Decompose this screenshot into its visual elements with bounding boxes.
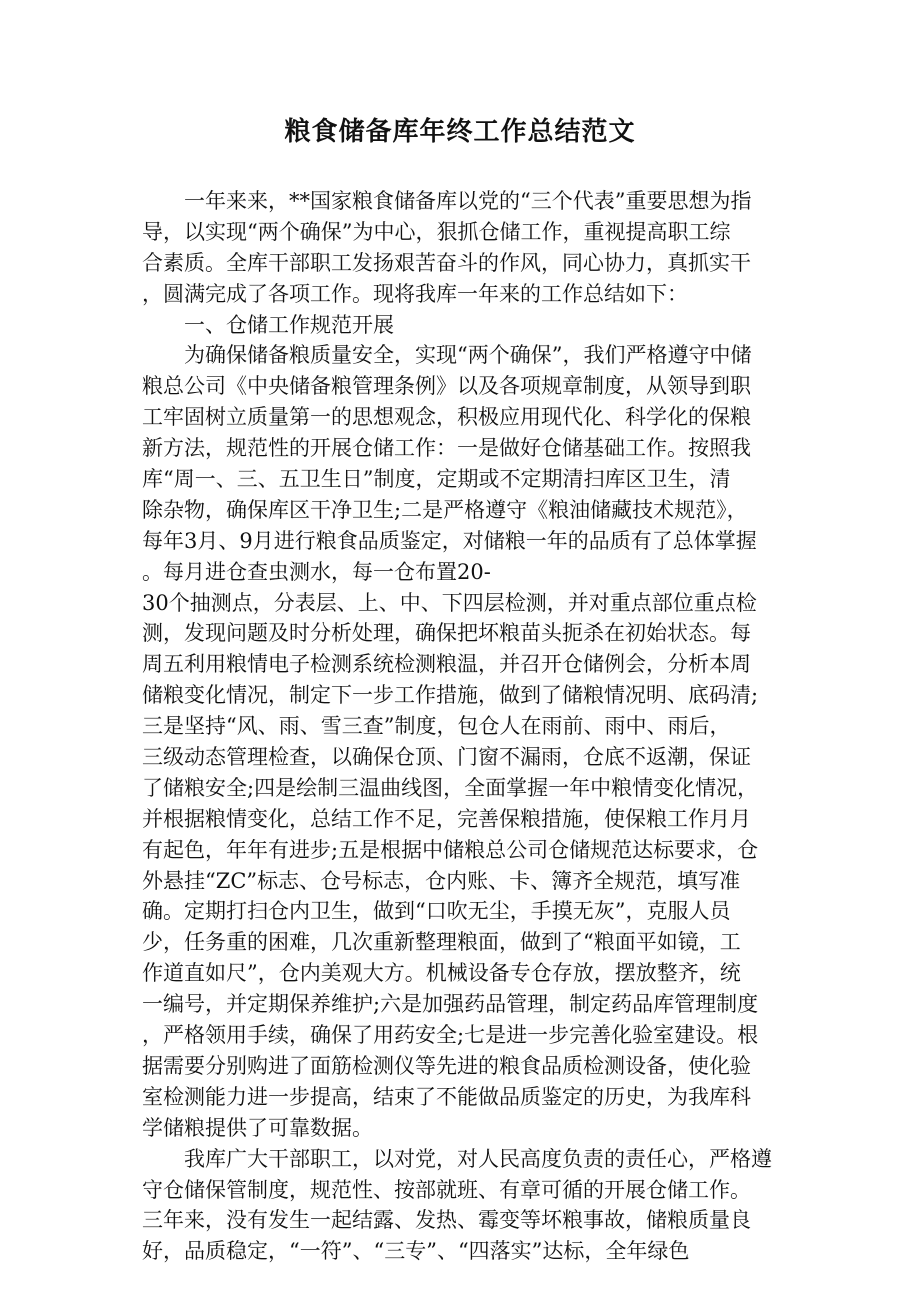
text-line: 确。定期打扫仓内卫生，做到“口吹无尘，手摸无灰”，克服人员 bbox=[142, 899, 731, 924]
text-line: 三是坚持“风、雨、雪三查”制度，包仓人在雨前、雨中、雨后， bbox=[142, 714, 731, 739]
text-line: 据需要分别购进了面筋检测仪等先进的粮食品质检测设备，使化验 bbox=[142, 1053, 751, 1078]
text-line: 导，以实现“两个确保”为中心，狠抓仓储工作，重视提高职工综 bbox=[142, 219, 731, 244]
text-line: 少，任务重的困难，几次重新整理粮面，做到了“粮面平如镜，工 bbox=[142, 930, 741, 955]
text-line: 有起色，年年有进步;五是根据中储粮总公司仓储规范达标要求，仓 bbox=[142, 837, 759, 862]
text-line: 测，发现问题及时分析处理，确保把坏粮苗头扼杀在初始状态。每 bbox=[142, 621, 751, 646]
text-line: 一、仓储工作规范开展 bbox=[142, 312, 394, 337]
document-title: 粮食储备库年终工作总结范文 bbox=[284, 117, 636, 147]
text-line: 三年来，没有发生一起结露、发热、霉变等坏粮事故，储粮质量良 bbox=[142, 1208, 751, 1233]
text-line: 好，品质稳定，“一符”、“三专”、“四落实”达标，全年绿色 bbox=[142, 1239, 690, 1264]
text-line: 30个抽测点，分表层、上、中、下四层检测，并对重点部位重点检 bbox=[142, 590, 757, 615]
text-line: 我库广大干部职工，以对党，对人民高度负责的责任心，严格遵 bbox=[142, 1146, 772, 1171]
text-line: 新方法，规范性的开展仓储工作：一是做好仓储基础工作。按照我 bbox=[142, 436, 751, 461]
text-line: 一编号，并定期保养维护;六是加强药品管理，制定药品库管理制度 bbox=[142, 992, 759, 1017]
text-line: 学储粮提供了可靠数据。 bbox=[142, 1115, 373, 1140]
text-line: 每年3月、9月进行粮食品质鉴定，对储粮一年的品质有了总体掌握 bbox=[142, 528, 757, 553]
text-line: 外悬挂“ZC”标志、仓号标志，仓内账、卡、簿齐全规范，填写准 bbox=[142, 868, 741, 893]
text-line: 三级动态管理检查，以确保仓顶、门窗不漏雨，仓底不返潮，保证 bbox=[142, 745, 751, 770]
text-line: 粮总公司《中央储备粮管理条例》以及各项规章制度，从领导到职 bbox=[142, 374, 751, 399]
text-line: 一年来来，**国家粮食储备库以党的“三个代表”重要思想为指 bbox=[142, 189, 752, 213]
text-line: 守仓储保管制度，规范性、按部就班、有章可循的开展仓储工作。 bbox=[142, 1177, 751, 1202]
text-line: ，严格领用手续，确保了用药安全;七是进一步完善化验室建设。根 bbox=[142, 1023, 759, 1048]
text-line: 室检测能力进一步提高，结束了不能做品质鉴定的历史，为我库科 bbox=[142, 1084, 751, 1109]
text-line: ，圆满完成了各项工作。现将我库一年来的工作总结如下： bbox=[142, 281, 688, 306]
text-line: 除杂物，确保库区干净卫生;二是严格遵守《粮油储藏技术规范》， bbox=[142, 497, 748, 522]
text-line: 储粮变化情况，制定下一步工作措施，做到了储粮情况明、底码清; bbox=[142, 683, 759, 708]
text-line: 周五利用粮情电子检测系统检测粮温，并召开仓储例会，分析本周 bbox=[142, 652, 751, 677]
text-line: 并根据粮情变化，总结工作不足，完善保粮措施，使保粮工作月月 bbox=[142, 806, 751, 831]
text-line: 了储粮安全;四是绘制三温曲线图，全面掌握一年中粮情变化情况， bbox=[142, 775, 759, 800]
text-line: 合素质。全库干部职工发扬艰苦奋斗的作风，同心协力，真抓实干 bbox=[142, 250, 751, 275]
document-body bbox=[142, 186, 782, 1267]
text-line: 。每月进仓查虫测水，每一仓布置20- bbox=[142, 559, 491, 584]
text-line: 作道直如尺”，仓内美观大方。机械设备专仓存放，摆放整齐，统 bbox=[142, 961, 741, 986]
text-line: 为确保储备粮质量安全，实现“两个确保”，我们严格遵守中储 bbox=[142, 343, 752, 368]
text-line: 工牢固树立质量第一的思想观念，积极应用现代化、科学化的保粮 bbox=[142, 405, 751, 430]
text-line: 库“周一、三、五卫生日”制度，定期或不定期清扫库区卫生，清 bbox=[142, 467, 731, 492]
